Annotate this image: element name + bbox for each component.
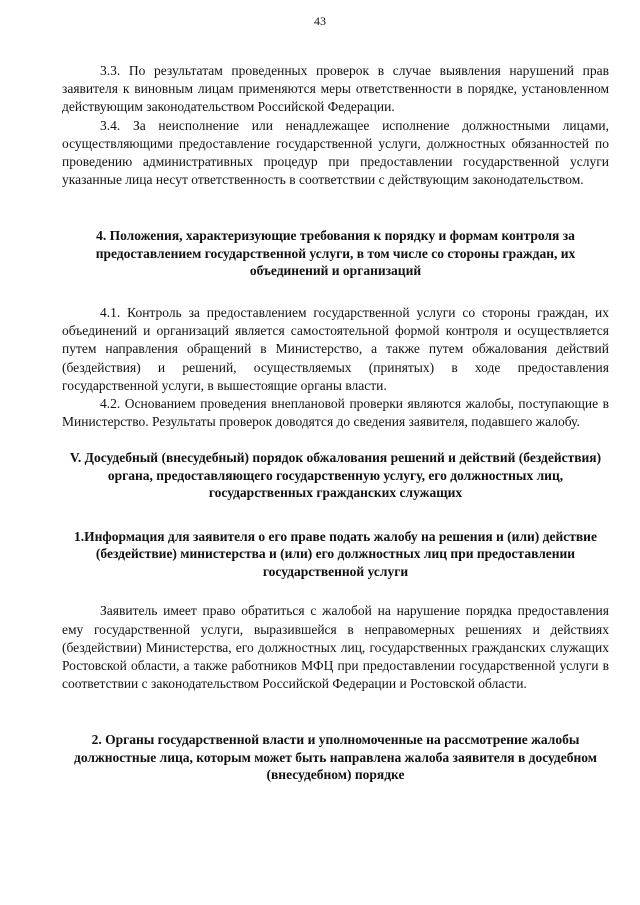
paragraph-4-2: 4.2. Основанием проведения внеплановой проверки являются жалобы, поступающие в Министерство. Результаты проверок доводятся до сведения заявителя, подавшего жалобу. bbox=[62, 395, 609, 430]
subsection-2-heading: 2. Органы государственной власти и уполномоченные на рассмотрение жалобы должностные лица, которым может быть направлена жалоба заявителя в досудебном (внесудебном) порядке bbox=[74, 732, 597, 783]
paragraph-3-4: 3.4. За неисполнение или ненадлежащее исполнение должностными лицами, осуществляющими предоставление государственной услуги, должностных обязанностей по проведению административных процедур при предоставлении государственной услуги указанные лица несут ответственность в соответствии с действующим законодательством. bbox=[62, 117, 609, 188]
subsection-1-heading: 1.Информация для заявителя о его праве подать жалобу на решения и (или) действие (бездействие) министерства и (или) его должностных лиц при предоставлении государственной услуги bbox=[74, 528, 597, 579]
page-number: 43 bbox=[314, 14, 326, 28]
document-body bbox=[62, 62, 609, 784]
paragraph-applicant-right: Заявитель имеет право обратиться с жалобой на нарушение порядка предоставления ему государственной услуги, выразившейся в неправомерных решениях и действиях (бездействии) Министерства, его должностных лиц, государственных гражданских служащих Ростовской области, а также работников МФЦ при предоставлении государственной услуги в соответствии с законодательством Российской Федерации и Ростовской области. bbox=[62, 603, 609, 692]
paragraph-4-1: 4.1. Контроль за предоставлением государственной услуги со стороны граждан, их объединений и организаций является самостоятельной формой контроля и осуществляется путем направления обращений в Министерство, а также путем обжалования действий (бездействия) и решений, осуществляемых (принятых) в ходе предоставления государственной услуги, в вышестоящие органы власти. bbox=[62, 304, 609, 393]
section-v-heading: V. Досудебный (внесудебный) порядок обжалования решений и действий (бездействия) органа, предоставляющего государственную услугу, его должностных лиц, государственных гражданских служащих bbox=[69, 450, 602, 501]
paragraph-3-3: 3.3. По результатам проведенных проверок в случае выявления нарушений прав заявителя к виновным лицам применяются меры ответственности в порядке, установленном действующим законодательством Российской Федерации. bbox=[62, 63, 609, 115]
section-4-heading: 4. Положения, характеризующие требования к порядку и формам контроля за предоставлением государственной услуги, в том числе со стороны граждан, их объединений и организаций bbox=[95, 228, 576, 279]
